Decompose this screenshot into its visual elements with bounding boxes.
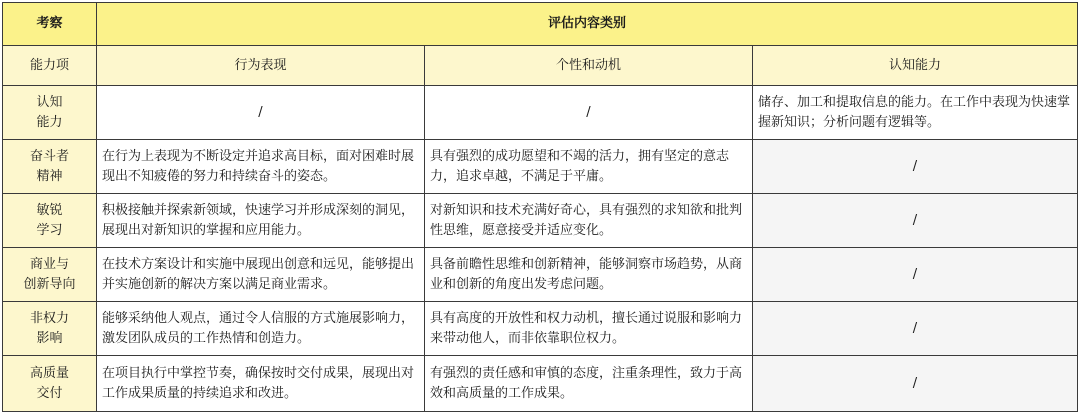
table-cell: 具备前瞻性思维和创新精神，能够洞察市场趋势，从商业和创新的角度出发考虑问题。 [425, 248, 753, 302]
category-span-header: 评估内容类别 [97, 3, 1078, 46]
table-cell: / [425, 86, 753, 140]
table-row [3, 356, 1078, 412]
row-label: 认知 能力 [36, 94, 63, 130]
column-header-personality: 个性和动机 [425, 46, 753, 86]
row-label: 奋斗者 精神 [29, 148, 69, 184]
table-cell: 具有强烈的成功愿望和不竭的活力，拥有坚定的意志力，追求卓越，不满足于平庸。 [425, 140, 753, 194]
column-header-cognitive: 认知能力 [753, 46, 1078, 86]
table-cell: 在技术方案设计和实施中展现出创意和远见，能够提出并实施创新的解决方案以满足商业需求。 [97, 248, 425, 302]
row-label-header: 能力项 [3, 46, 97, 86]
row-label: 商业与 创新导向 [23, 256, 76, 292]
table-cell: / [753, 356, 1078, 412]
table-cell: 在行为上表现为不断设定并追求高目标，面对困难时展现出不知疲倦的努力和持续奋斗的姿态。 [97, 140, 425, 194]
table-cell: / [753, 140, 1078, 194]
column-header-behavior: 行为表现 [97, 46, 425, 86]
row-label: 非权力 影响 [29, 310, 69, 346]
table-row [3, 86, 1078, 140]
table-cell: / [753, 248, 1078, 302]
table-cell: 对新知识和技术充满好奇心，具有强烈的求知欲和批判性思维，愿意接受并适应变化。 [425, 194, 753, 248]
table-cell: 具有高度的开放性和权力动机，擅长通过说服和影响力来带动他人，而非依靠职位权力。 [425, 302, 753, 356]
table-cell: 积极接触并探索新领域，快速学习并形成深刻的洞见，展现出对新知识的掌握和应用能力。 [97, 194, 425, 248]
table-row [3, 248, 1078, 302]
table-cell: 有强烈的责任感和审慎的态度，注重条理性，致力于高效和高质量的工作成果。 [425, 356, 753, 412]
row-label: 敏锐 学习 [36, 202, 63, 238]
table-cell: 能够采纳他人观点，通过令人信服的方式施展影响力，激发团队成员的工作热情和创造力。 [97, 302, 425, 356]
row-label: 高质量 交付 [29, 365, 69, 401]
table-cell: 储存、加工和提取信息的能力。在工作中表现为快速掌握新知识；分析问题有逻辑等。 [753, 86, 1078, 140]
column-header-row [3, 46, 1078, 86]
table-cell: 在项目执行中掌控节奏，确保按时交付成果，展现出对工作成果质量的持续追求和改进。 [97, 356, 425, 412]
table-row [3, 194, 1078, 248]
top-left-cell: 考察 [3, 3, 97, 46]
table-cell: / [753, 194, 1078, 248]
table-cell: / [753, 302, 1078, 356]
table-row [3, 302, 1078, 356]
evaluation-table [2, 2, 1078, 412]
table-title-row [3, 3, 1078, 46]
table-row [3, 140, 1078, 194]
table-cell: / [97, 86, 425, 140]
